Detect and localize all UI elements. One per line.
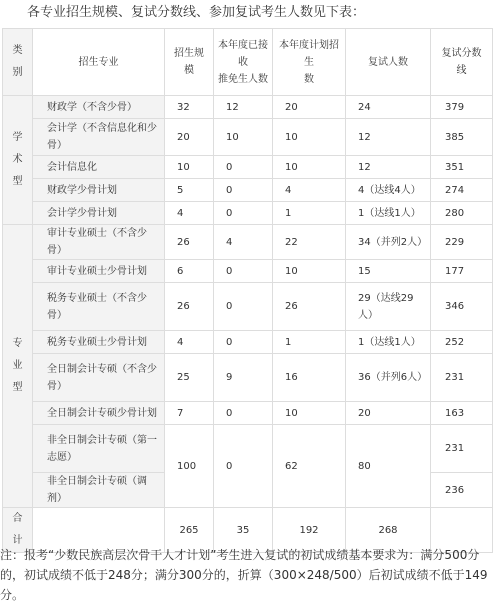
header-category: 类 别 [3, 29, 33, 96]
retest-cell: 12 [346, 119, 431, 156]
major-cell: 会计学少骨计划 [33, 202, 165, 225]
plan-cell: 10 [273, 260, 346, 283]
exempt-cell: 12 [214, 96, 273, 119]
retest-cell: 15 [346, 260, 431, 283]
exempt-cell: 0 [214, 260, 273, 283]
score-cell: 229 [431, 225, 493, 260]
retest-cell: 1（达线1人） [346, 331, 431, 354]
header-row [3, 29, 493, 96]
header-retest: 复试人数 [346, 29, 431, 96]
table-row [3, 119, 493, 156]
major-cell: 会计学（不含信息化和少骨） [33, 119, 165, 156]
score-cell: 379 [431, 96, 493, 119]
retest-cell: 24 [346, 96, 431, 119]
total-retest: 268 [346, 508, 431, 553]
table-row [3, 260, 493, 283]
total-scale: 265 [165, 508, 214, 553]
major-cell: 会计信息化 [33, 156, 165, 179]
footnote-line: 注：报考“少数民族高层次骨干人才计划”考生进入复试的初试成绩基本要求为：满分500分的，初试成绩不低于248分；满分300分的，折算（300×248/500）后初试成绩不低于149分。 [0, 548, 488, 602]
scale-cell: 4 [165, 331, 214, 354]
major-cell: 税务专业硕士（不含少骨） [33, 283, 165, 331]
plan-cell: 16 [273, 354, 346, 402]
table-row [3, 402, 493, 425]
plan-cell: 26 [273, 283, 346, 331]
total-plan: 192 [273, 508, 346, 553]
table-row [3, 156, 493, 179]
plan-cell: 20 [273, 96, 346, 119]
plan-cell: 1 [273, 202, 346, 225]
plan-cell: 10 [273, 156, 346, 179]
exempt-cell: 10 [214, 119, 273, 156]
category-professional: 专 业 型 [3, 225, 33, 508]
plan-cell: 1 [273, 331, 346, 354]
major-cell: 全日制会计专硕（不含少骨） [33, 354, 165, 402]
table-row [3, 225, 493, 260]
exempt-cell: 0 [214, 202, 273, 225]
footnote [0, 545, 498, 605]
score-cell: 346 [431, 283, 493, 331]
exempt-cell: 0 [214, 179, 273, 202]
intro-text: 各专业招生规模、复试分数线、参加复试考生人数见下表： [27, 5, 366, 20]
table-row [3, 179, 493, 202]
score-cell: 236 [431, 473, 493, 508]
scale-cell: 5 [165, 179, 214, 202]
header-plan: 本年度计划招生 数 [273, 29, 346, 96]
plan-cell: 10 [273, 402, 346, 425]
retest-cell: 4（达线4人） [346, 179, 431, 202]
major-cell: 审计专业硕士（不含少骨） [33, 225, 165, 260]
scale-cell: 26 [165, 283, 214, 331]
table-row [3, 202, 493, 225]
score-cell: 385 [431, 119, 493, 156]
table-row [3, 331, 493, 354]
header-exempt: 本年度已接 收 推免生人数 [214, 29, 273, 96]
scale-cell: 100 [165, 425, 214, 508]
score-cell: 163 [431, 402, 493, 425]
total-label: 合 计 [3, 508, 33, 553]
header-major: 招生专业 [33, 29, 165, 96]
plan-cell: 62 [273, 425, 346, 508]
scale-cell: 20 [165, 119, 214, 156]
major-cell: 财政学少骨计划 [33, 179, 165, 202]
header-score: 复试分数 线 [431, 29, 493, 96]
retest-cell: 1（达线1人） [346, 202, 431, 225]
major-cell: 税务专业硕士少骨计划 [33, 331, 165, 354]
exempt-cell: 0 [214, 156, 273, 179]
exempt-cell: 0 [214, 402, 273, 425]
exempt-cell: 0 [214, 283, 273, 331]
table-row [3, 96, 493, 119]
retest-cell: 36（并列6人） [346, 354, 431, 402]
score-cell: 177 [431, 260, 493, 283]
exempt-cell: 0 [214, 331, 273, 354]
score-cell: 274 [431, 179, 493, 202]
score-cell: 252 [431, 331, 493, 354]
score-cell: 231 [431, 425, 493, 473]
score-cell: 231 [431, 354, 493, 402]
exempt-cell: 4 [214, 225, 273, 260]
major-cell: 全日制会计专硕少骨计划 [33, 402, 165, 425]
major-cell: 财政学（不含少骨） [33, 96, 165, 119]
retest-cell: 80 [346, 425, 431, 508]
total-exempt: 35 [214, 508, 273, 553]
major-cell: 审计专业硕士少骨计划 [33, 260, 165, 283]
admissions-table [2, 28, 493, 553]
header-scale: 招生规 模 [165, 29, 214, 96]
score-cell: 351 [431, 156, 493, 179]
table-row [3, 283, 493, 331]
scale-cell: 4 [165, 202, 214, 225]
plan-cell: 4 [273, 179, 346, 202]
retest-cell: 34（并列2人） [346, 225, 431, 260]
scale-cell: 10 [165, 156, 214, 179]
scale-cell: 26 [165, 225, 214, 260]
plan-cell: 10 [273, 119, 346, 156]
major-cell: 非全日制会计专硕（第一志愿） [33, 425, 165, 473]
scale-cell: 25 [165, 354, 214, 402]
table-row [3, 425, 493, 473]
retest-cell: 12 [346, 156, 431, 179]
retest-cell: 29（达线29人） [346, 283, 431, 331]
scale-cell: 6 [165, 260, 214, 283]
plan-cell: 22 [273, 225, 346, 260]
score-cell: 280 [431, 202, 493, 225]
exempt-cell: 9 [214, 354, 273, 402]
major-cell: 非全日制会计专硕（调剂） [33, 473, 165, 508]
category-academic: 学 术 型 [3, 96, 33, 225]
scale-cell: 7 [165, 402, 214, 425]
scale-cell: 32 [165, 96, 214, 119]
exempt-cell: 0 [214, 425, 273, 508]
retest-cell: 20 [346, 402, 431, 425]
table-row [3, 354, 493, 402]
